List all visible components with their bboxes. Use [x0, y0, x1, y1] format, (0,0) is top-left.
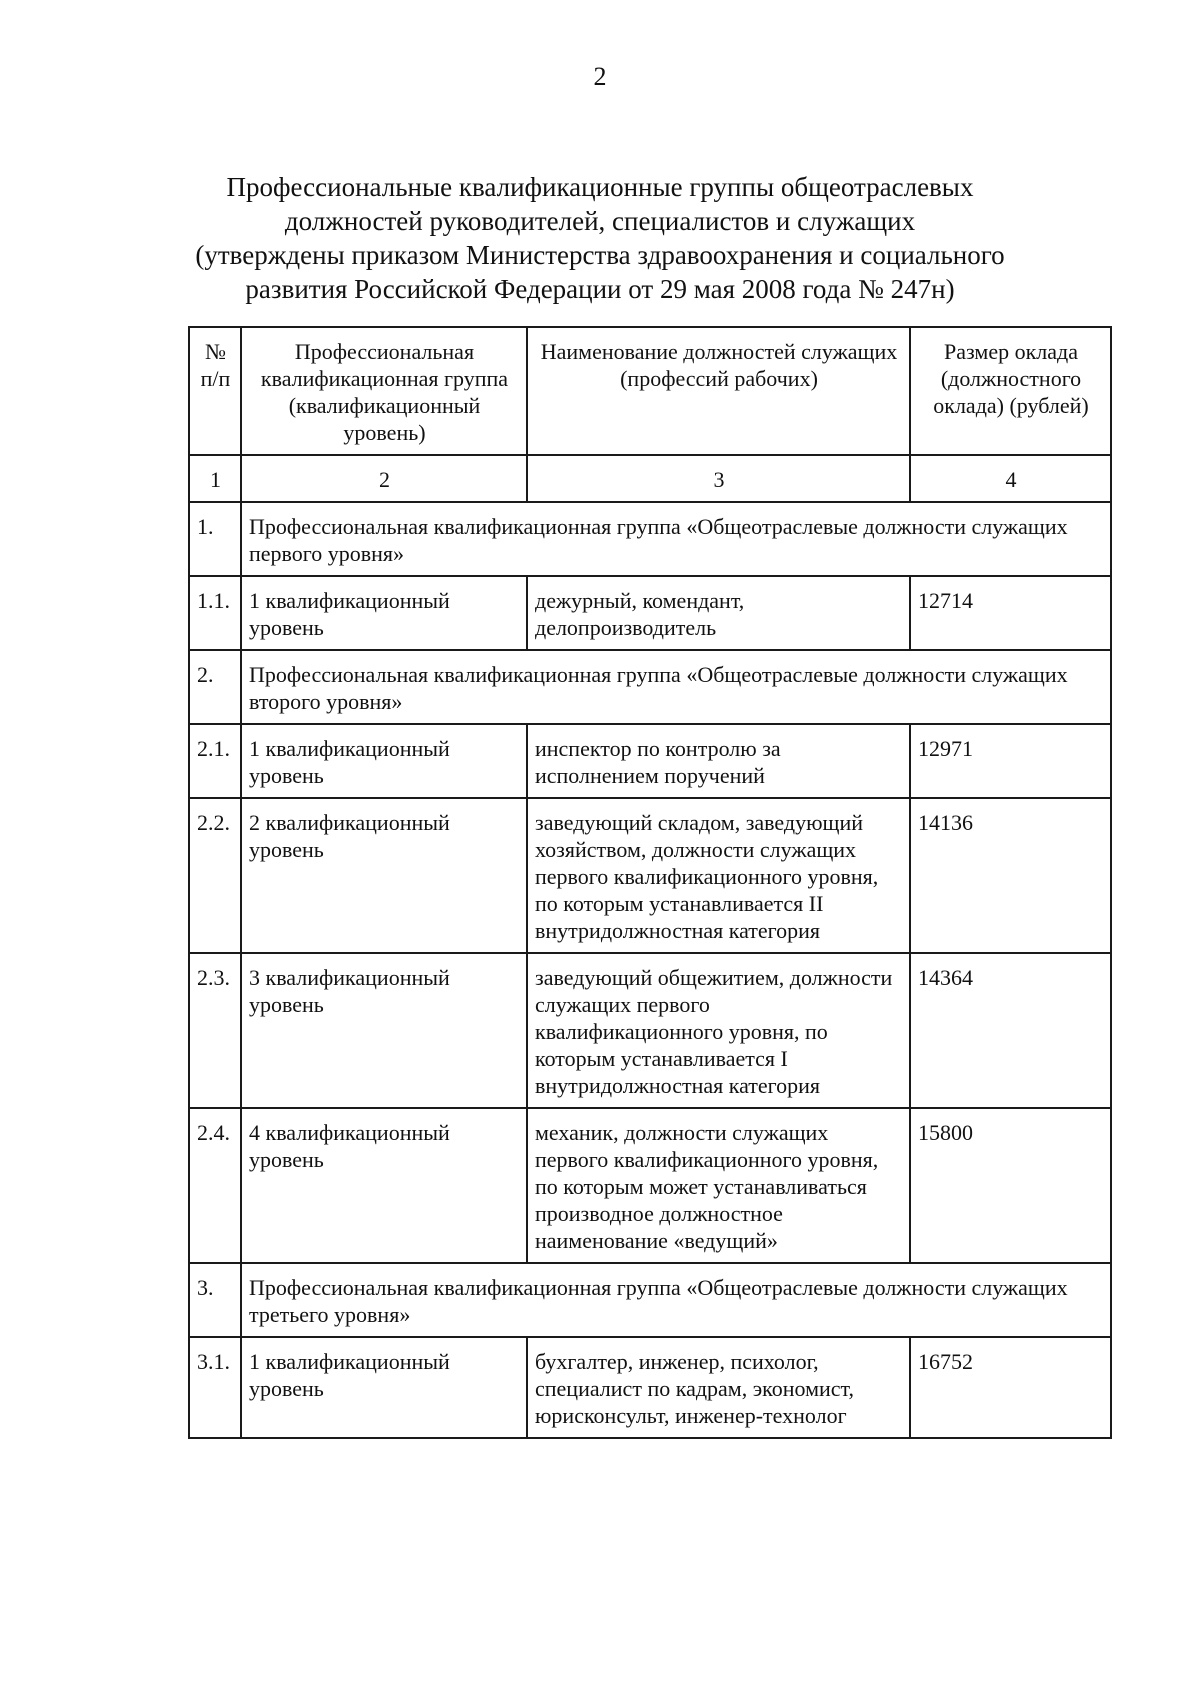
qualification-level: 1 квалификационный уровень [241, 724, 527, 798]
page-number: 2 [593, 62, 607, 91]
salary-value: 16752 [910, 1337, 1111, 1438]
qualification-level: 3 квалификационный уровень [241, 953, 527, 1108]
qualification-level: 2 квалификационный уровень [241, 798, 527, 953]
table-header-row [189, 327, 1111, 455]
salary-value: 14364 [910, 953, 1111, 1108]
salary-value: 12971 [910, 724, 1111, 798]
title-line: (утверждены приказом Министерства здравоохранения и социального [195, 240, 1005, 270]
position-names: дежурный, комендант, делопроизводитель [527, 576, 910, 650]
qualification-level: 1 квалификационный уровень [241, 1337, 527, 1438]
table-row [189, 576, 1111, 650]
group-row [189, 502, 1111, 576]
qualification-level: 4 квалификационный уровень [241, 1108, 527, 1263]
group-title: Профессиональная квалификационная группа «Общеотраслевые должности служащих второго уровня» [241, 650, 1111, 724]
group-title: Профессиональная квалификационная группа «Общеотраслевые должности служащих третьего уровня» [241, 1263, 1111, 1337]
document-title [150, 170, 1050, 306]
row-number: 3. [189, 1263, 241, 1337]
table-row [189, 798, 1111, 953]
table-row [189, 953, 1111, 1108]
table-row [189, 724, 1111, 798]
row-number: 2.1. [189, 724, 241, 798]
salary-value: 12714 [910, 576, 1111, 650]
salary-table [188, 326, 1112, 1439]
title-line: должностей руководителей, специалистов и служащих [284, 206, 916, 236]
header-positions: Наименование должностей служащих (профессий рабочих) [527, 327, 910, 455]
row-number: 2.2. [189, 798, 241, 953]
group-row [189, 650, 1111, 724]
salary-value: 14136 [910, 798, 1111, 953]
group-title: Профессиональная квалификационная группа «Общеотраслевые должности служащих первого уровня» [241, 502, 1111, 576]
qualification-level: 1 квалификационный уровень [241, 576, 527, 650]
row-number: 1.1. [189, 576, 241, 650]
position-names: механик, должности служащих первого квалификационного уровня, по которым может устанавливаться производное должностное наименование «ведущий» [527, 1108, 910, 1263]
row-number: 2.4. [189, 1108, 241, 1263]
column-number: 2 [241, 455, 527, 502]
position-names: бухгалтер, инженер, психолог, специалист по кадрам, экономист, юрисконсульт, инженер-технолог [527, 1337, 910, 1438]
position-names: заведующий общежитием, должности служащих первого квалификационного уровня, по которым устанавливается I внутридолжностная категория [527, 953, 910, 1108]
group-row [189, 1263, 1111, 1337]
column-number: 1 [189, 455, 241, 502]
table-row [189, 1337, 1111, 1438]
row-number: 2. [189, 650, 241, 724]
position-names: инспектор по контролю за исполнением поручений [527, 724, 910, 798]
column-number: 4 [910, 455, 1111, 502]
title-line: развития Российской Федерации от 29 мая 2008 года № 247н) [245, 274, 955, 304]
row-number: 2.3. [189, 953, 241, 1108]
table-row [189, 1108, 1111, 1263]
column-number: 3 [527, 455, 910, 502]
row-number: 3.1. [189, 1337, 241, 1438]
position-names: заведующий складом, заведующий хозяйством, должности служащих первого квалификационного уровня, по которым устанавливается II внутридолжностная категория [527, 798, 910, 953]
title-line: Профессиональные квалификационные группы общеотраслевых [226, 172, 974, 202]
column-number-row [189, 455, 1111, 502]
header-qualification-group: Профессиональная квалификационная группа (квалификационный уровень) [241, 327, 527, 455]
salary-value: 15800 [910, 1108, 1111, 1263]
row-number: 1. [189, 502, 241, 576]
header-salary: Размер оклада (должностного оклада) (рублей) [910, 327, 1111, 455]
header-number: № п/п [189, 327, 241, 455]
